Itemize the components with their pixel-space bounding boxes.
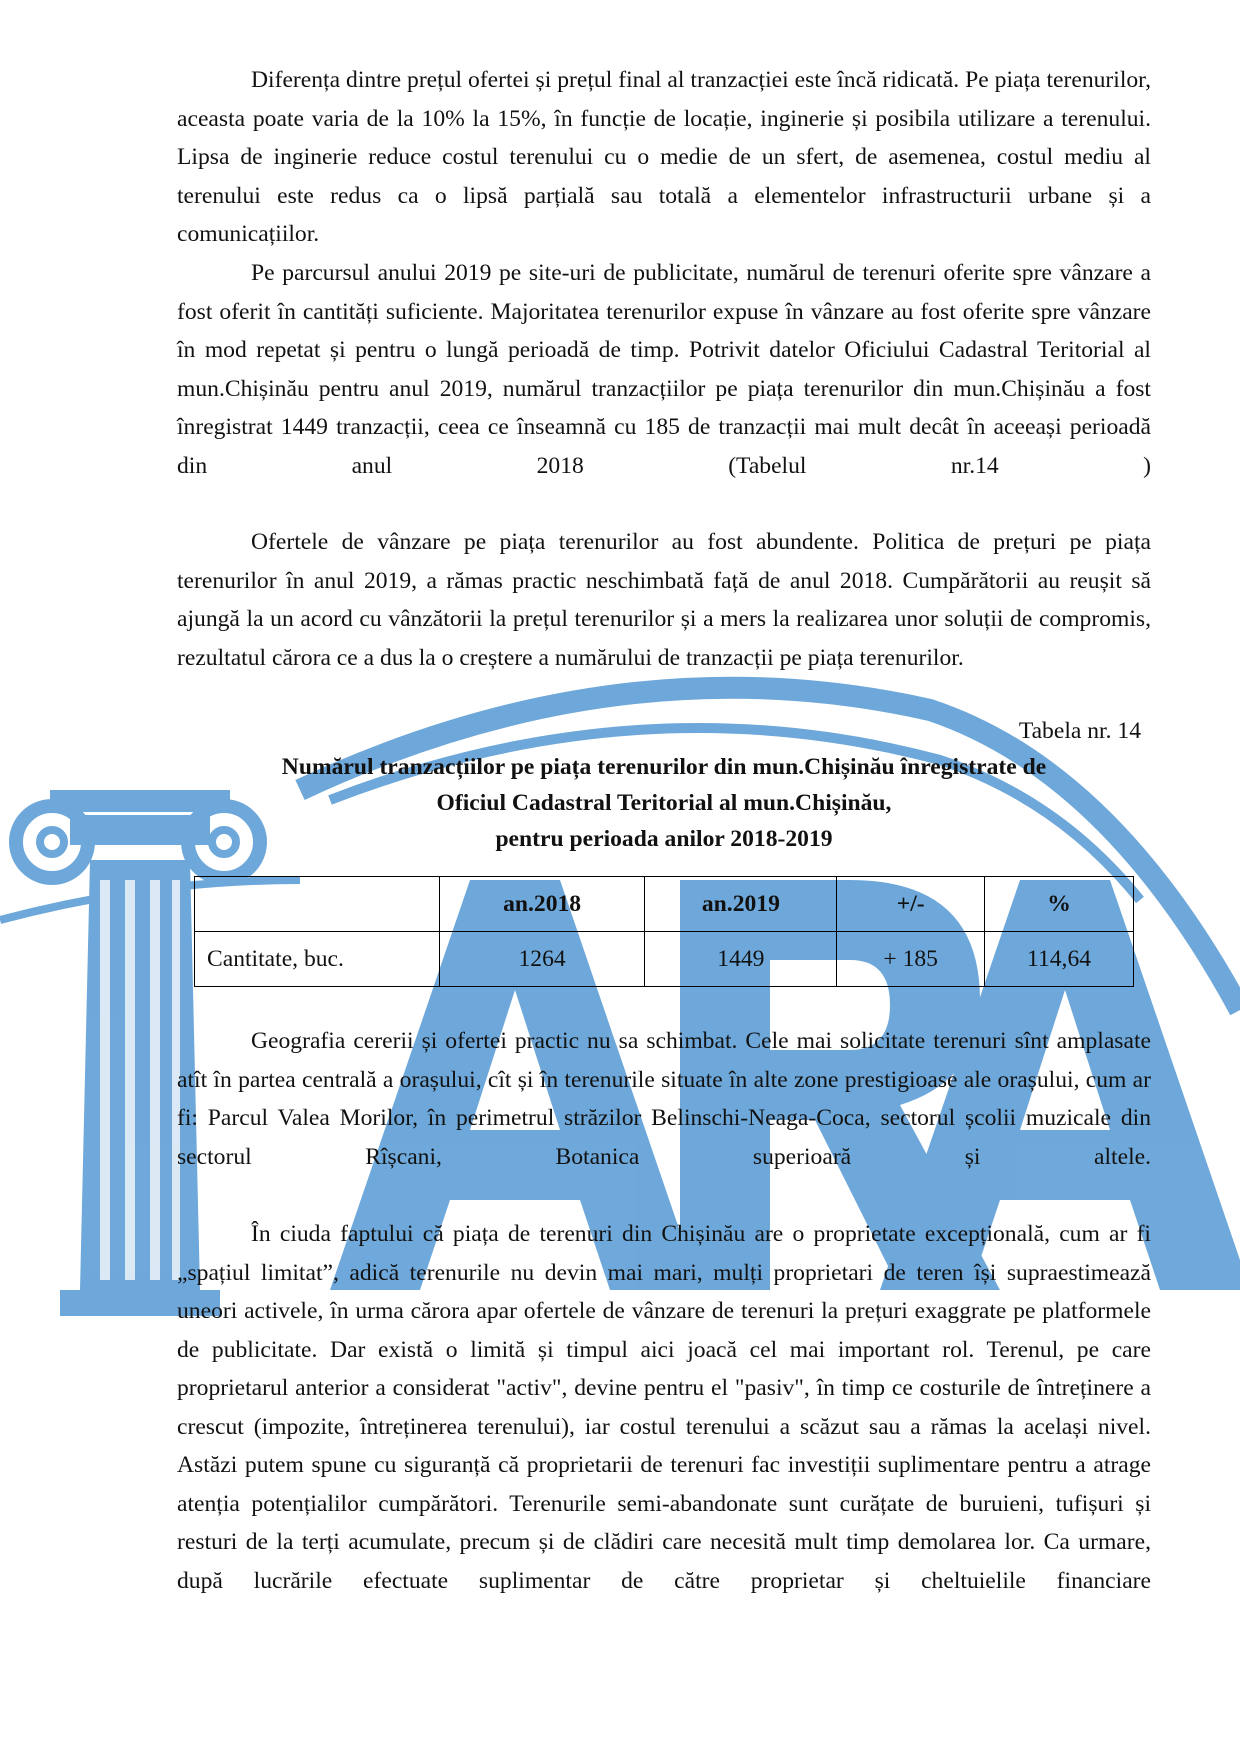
- paragraph-market-specifics: În ciuda faptului că piața de terenuri din Chișinău are o proprietate excepțională, cum ar fi „spațiul limitat”, adică terenurile nu devin mai mari, mulți proprietari de teren își supraestimează uneori activele, în urma cărora apar ofertele de vânzare de terenuri la prețuri exaggrate pe platformele de publicitate. Dar există o limită și timpul aici joacă cel mai important rol. Terenul, pe care proprietarul anterior a considerat "activ", devine pentru el "pasiv", în timp ce costurile de întreținere a crescut (impozite, întreținerea terenului), iar costul terenului a scăzut sau a rămas la același nivel. Astăzi putem spune cu siguranță că proprietarii de terenuri fac investiții suplimentare pentru a atrage atenția potențialilor cumpărători. Terenurile semi-abandonate sunt curățate de buruieni, tufișuri și resturi de la terți acumulate, precum și de clădiri care necesită mult timp demolarea lor. Ca urmare, după lucrările efectuate suplimentar de către proprietar și cheltuielile financiare: [177, 1221, 1151, 1594]
- table-header-cell: %: [985, 877, 1134, 932]
- transactions-table: [194, 876, 1134, 987]
- table-header-cell: an.2019: [645, 877, 837, 932]
- table-header-cell: [195, 877, 440, 932]
- table-cell: 114,64: [985, 932, 1134, 987]
- paragraph-price-difference: Diferența dintre prețul ofertei și prețul final al tranzacției este încă ridicată. Pe piața terenurilor, aceasta poate varia de la 10% la 15%, în funcție de locație, inginerie și posibila utilizare a terenului. Lipsa de inginerie reduce costul terenului cu o medie de un sfert, de asemenea, costul mediu al terenului este redus ca o lipsă parțială sau totală a elementelor infrastructurii urbane și a comunicațiilor.: [177, 67, 1151, 247]
- paragraph-2019-offers: Pe parcursul anului 2019 pe site-uri de publicitate, numărul de terenuri oferite spre vânzare a fost oferit în cantități suficiente. Majoritatea terenurilor expuse în vânzare au fost oferite spre vânzare în mod repetat și pentru o lungă perioadă de timp. Potrivit datelor Oficiului Cadastral Teritorial al mun.Chișinău pentru anul 2019, numărul tranzacțiilor pe piața terenurilor din mun.Chișinău a fost înregistrat 1449 tranzacții, ceea ce înseamnă cu 185 de tranzacții mai mult decât în aceeași perioadă din anul 2018 (Tabelul nr.14 ): [177, 260, 1151, 479]
- table-cell: + 185: [837, 932, 985, 987]
- table-cell: Cantitate, buc.: [195, 932, 440, 987]
- table-header-cell: an.2018: [439, 877, 645, 932]
- table-cell: 1449: [645, 932, 837, 987]
- paragraph-price-policy: Ofertele de vânzare pe piața terenurilor au fost abundente. Politica de prețuri pe piața terenurilor în anul 2019, a rămas practic neschimbată față de anul 2018. Cumpărătorii au reușit să ajungă la un acord cu vânzătorii la prețul terenurilor și a mers la realizarea unor soluții de compromis, rezultatul cărora ce a dus la o creștere a numărului de tranzacții pe piața terenurilor.: [177, 529, 1151, 671]
- table-cell: 1264: [439, 932, 645, 987]
- table-title-line: pentru perioada anilor 2018-2019: [495, 826, 833, 852]
- table-title-line: Oficiul Cadastral Teritorial al mun.Chișinău,: [436, 790, 892, 816]
- table-header-row: [195, 877, 1134, 932]
- table-header-cell: +/-: [837, 877, 985, 932]
- table-caption: Tabela nr. 14: [1018, 718, 1141, 744]
- paragraph-demand-geography: Geografia cererii și ofertei practic nu sa schimbat. Cele mai solicitate terenuri sînt amplasate atît în partea centrală a orașului, cît și în terenurile situate în alte zone prestigioase ale orașului, cum ar fi: Parcul Valea Morilor, în perimetrul străzilor Belinschi-Neaga-Coca, sectorul școlii muzicale din sectorul Rîșcani, Botanica superioară și altele.: [177, 1028, 1151, 1170]
- table-title-line: Numărul tranzacțiilor pe piața terenurilor din mun.Chișinău înregistrate de: [281, 754, 1047, 780]
- table-row: [195, 932, 1134, 987]
- table-title: [177, 749, 1151, 857]
